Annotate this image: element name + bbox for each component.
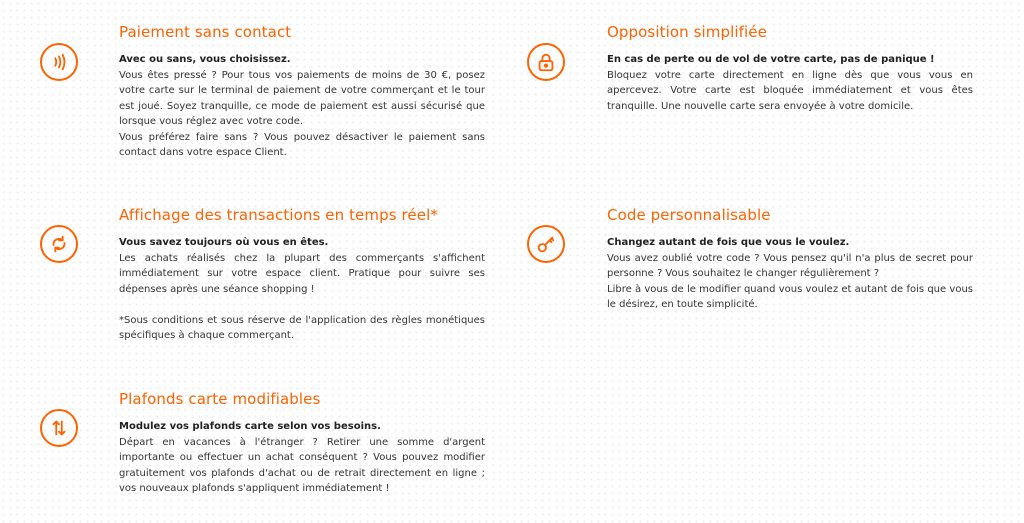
feature-description (607, 52, 973, 114)
feature-description (119, 52, 485, 161)
feature-lead: Changez autant de fois que vous le voulez. (607, 237, 850, 248)
paragraph-gap (119, 297, 485, 313)
feature-lead: Avec ou sans, vous choisissez. (119, 54, 291, 65)
feature-title: Plafonds carte modifiables (119, 390, 321, 408)
feature-title: Code personnalisable (607, 206, 771, 224)
feature-title: Paiement sans contact (119, 23, 292, 41)
feature-description (119, 419, 485, 497)
feature-description (607, 235, 973, 313)
feature-title: Affichage des transactions en temps réel* (119, 206, 438, 224)
feature-text: Vous avez oublié votre code ? Vous pensez qu'il n'a plus de secret pour personne ? Vous souhaitez le changer régulièrement ? (607, 252, 973, 279)
feature-description (119, 235, 485, 344)
contactless-icon (40, 43, 78, 81)
refresh-icon (40, 225, 78, 263)
up-down-arrows-icon (40, 409, 78, 447)
feature-lead: Vous savez toujours où vous en êtes. (119, 237, 329, 248)
feature-text: Vous êtes pressé ? Pour tous vos paiements de moins de 30 €, posez votre carte sur le terminal de paiement de votre commerçant et le tour est joué. Soyez tranquille, ce mode de paiement est aussi sécurisé que lorsque vous réglez avec votre code. (119, 69, 485, 127)
feature-text: Les achats réalisés chez la plupart des commerçants s'affichent immédiatement sur votre espace client. Pratique pour suivre ses dépenses après une séance shopping ! (119, 252, 485, 295)
lock-icon (527, 43, 565, 81)
feature-lead: Modulez vos plafonds carte selon vos besoins. (119, 421, 381, 432)
feature-text: Bloquez votre carte directement en ligne dès que vous vous en apercevez. Votre carte est bloquée immédiatement et vous êtes tranquille. Une nouvelle carte sera envoyée à votre domicile. (607, 69, 973, 112)
feature-text: Vous préférez faire sans ? Vous pouvez désactiver le paiement sans contact dans votre espace Client. (119, 131, 485, 158)
feature-lead: En cas de perte ou de vol de votre carte, pas de panique ! (607, 54, 935, 65)
key-icon (527, 225, 565, 263)
feature-text: Libre à vous de le modifier quand vous voulez et autant de fois que vous le désirez, en toute simplicité. (607, 283, 973, 310)
feature-title: Opposition simplifiée (607, 23, 767, 41)
feature-text: Départ en vacances à l'étranger ? Retirer une somme d'argent importante ou effectuer un achat conséquent ? Vous pouvez modifier gratuitement vos plafonds d'achat ou de retrait directement en ligne ; vos nouveaux plafonds s'appliquent immédiatement ! (119, 436, 485, 494)
feature-footnote: *Sous conditions et sous réserve de l'application des règles monétiques spécifiques à chaque commerçant. (119, 314, 485, 341)
